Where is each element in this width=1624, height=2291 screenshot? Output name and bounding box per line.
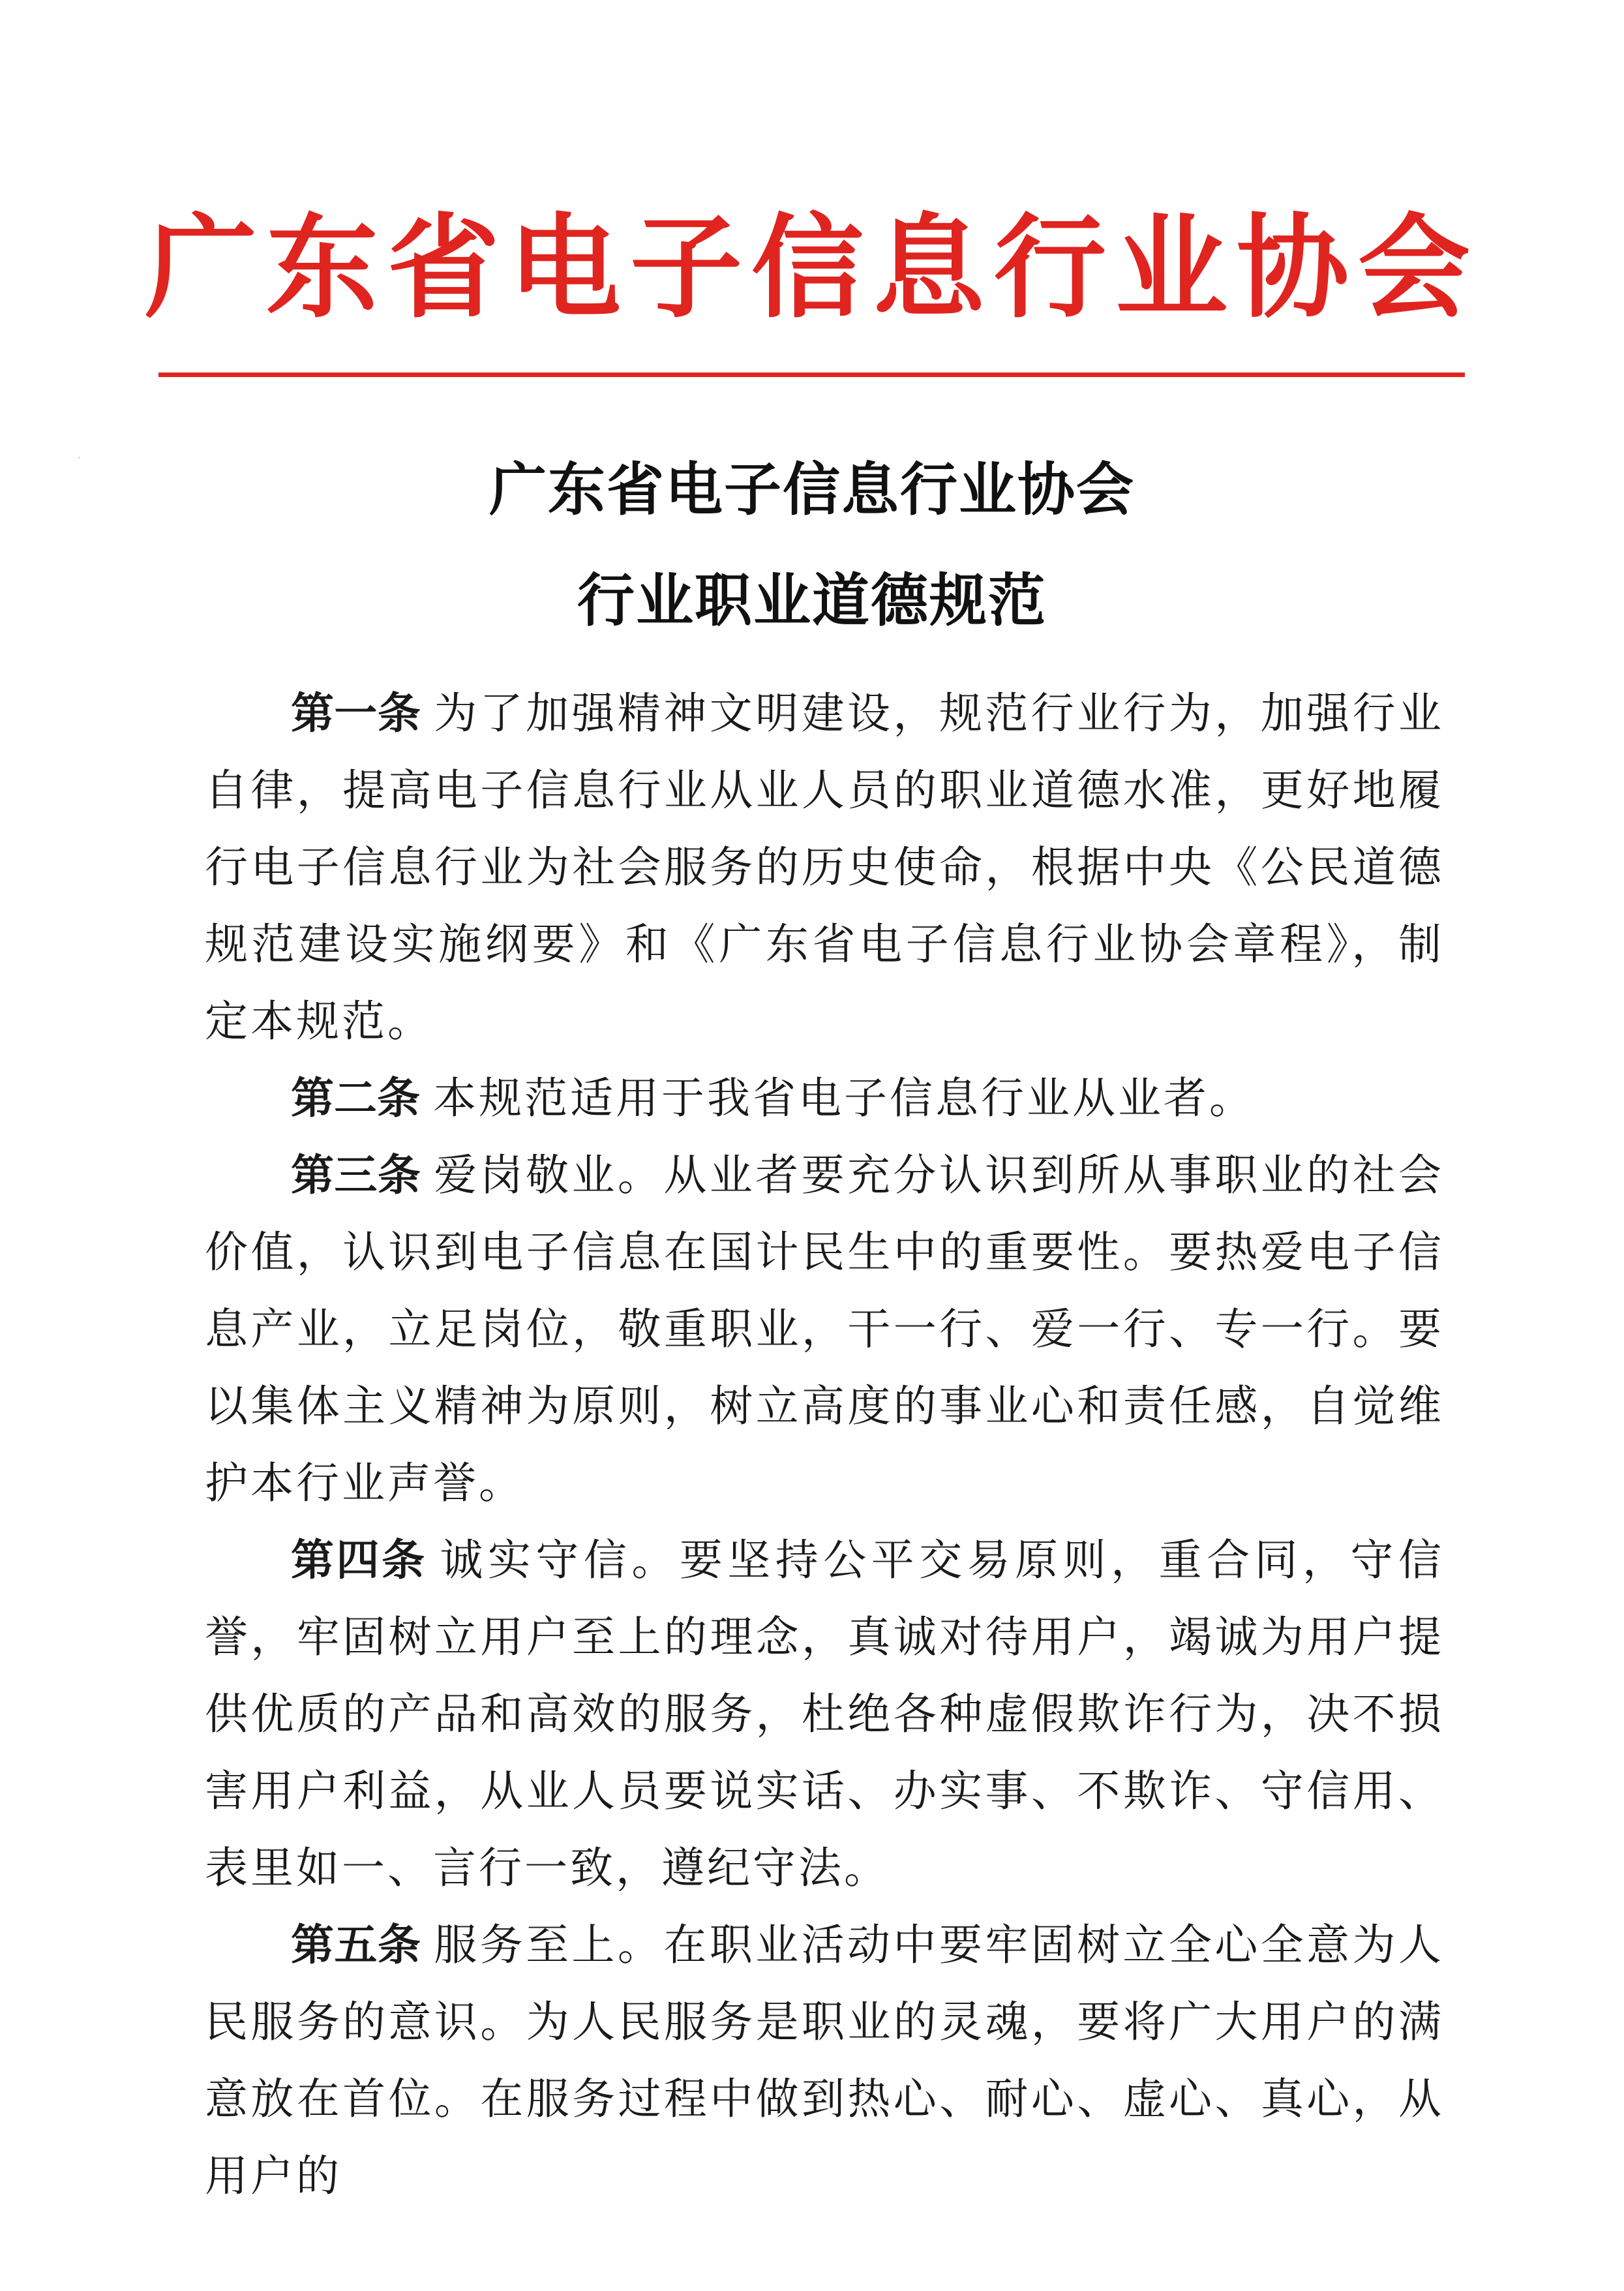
article-2-text: 本规范适用于我省电子信息行业从业者。 xyxy=(433,1073,1255,1123)
article-3-text: 爱岗敬业。从业者要充分认识到所从事职业的社会价值，认识到电子信息在国计民生中的重要性。要热爱电子信息产业，立足岗位，敬重职业，干一行、爱一行、专一行。要以集体主义精神为原则，树立高度的事业心和责任感，自觉维护本行业声誉。 xyxy=(205,1150,1444,1508)
article-2 xyxy=(205,1060,1444,1137)
article-5-text: 服务至上。在职业活动中要牢固树立全心全意为人民服务的意识。为人民服务是职业的灵魂，要将广大用户的满意放在首位。在服务过程中做到热心、耐心、虚心、真心，从用户的 xyxy=(205,1920,1444,2201)
article-1-text: 为了加强精神文明建设，规范行业行为，加强行业自律，提高电子信息行业从业人员的职业道德水准，更好地履行电子信息行业为社会服务的历史使命，根据中央《公民道德规范建设实施纲要》和《广东省电子信息行业协会章程》，制定本规范。 xyxy=(205,688,1444,1046)
article-5-label: 第五条 xyxy=(291,1920,421,1970)
scan-speck xyxy=(78,457,80,459)
article-3-label: 第三条 xyxy=(291,1150,421,1200)
document-body xyxy=(205,675,1444,2215)
document-title-line-2: 行业职业道德规范 xyxy=(577,566,1047,634)
article-4 xyxy=(205,1522,1444,1907)
document-title-line-1: 广东省电子信息行业协会 xyxy=(489,455,1135,523)
article-1 xyxy=(205,675,1444,1060)
letterhead-masthead: 广东省电子信息行业协会 xyxy=(145,201,1479,333)
letterhead-red-rule xyxy=(158,372,1465,377)
article-4-text: 诚实守信。要坚持公平交易原则，重合同，守信誉，牢固树立用户至上的理念，真诚对待用户，竭诚为用户提供优质的产品和高效的服务，杜绝各种虚假欺诈行为，决不损害用户利益，从业人员要说实话、办实事、不欺诈、守信用、表里如一、言行一致，遵纪守法。 xyxy=(205,1535,1445,1893)
article-5 xyxy=(205,1907,1444,2215)
article-2-label: 第二条 xyxy=(291,1073,420,1123)
article-4-label: 第四条 xyxy=(291,1535,427,1585)
article-1-label: 第一条 xyxy=(291,688,421,738)
article-3 xyxy=(205,1137,1444,1522)
